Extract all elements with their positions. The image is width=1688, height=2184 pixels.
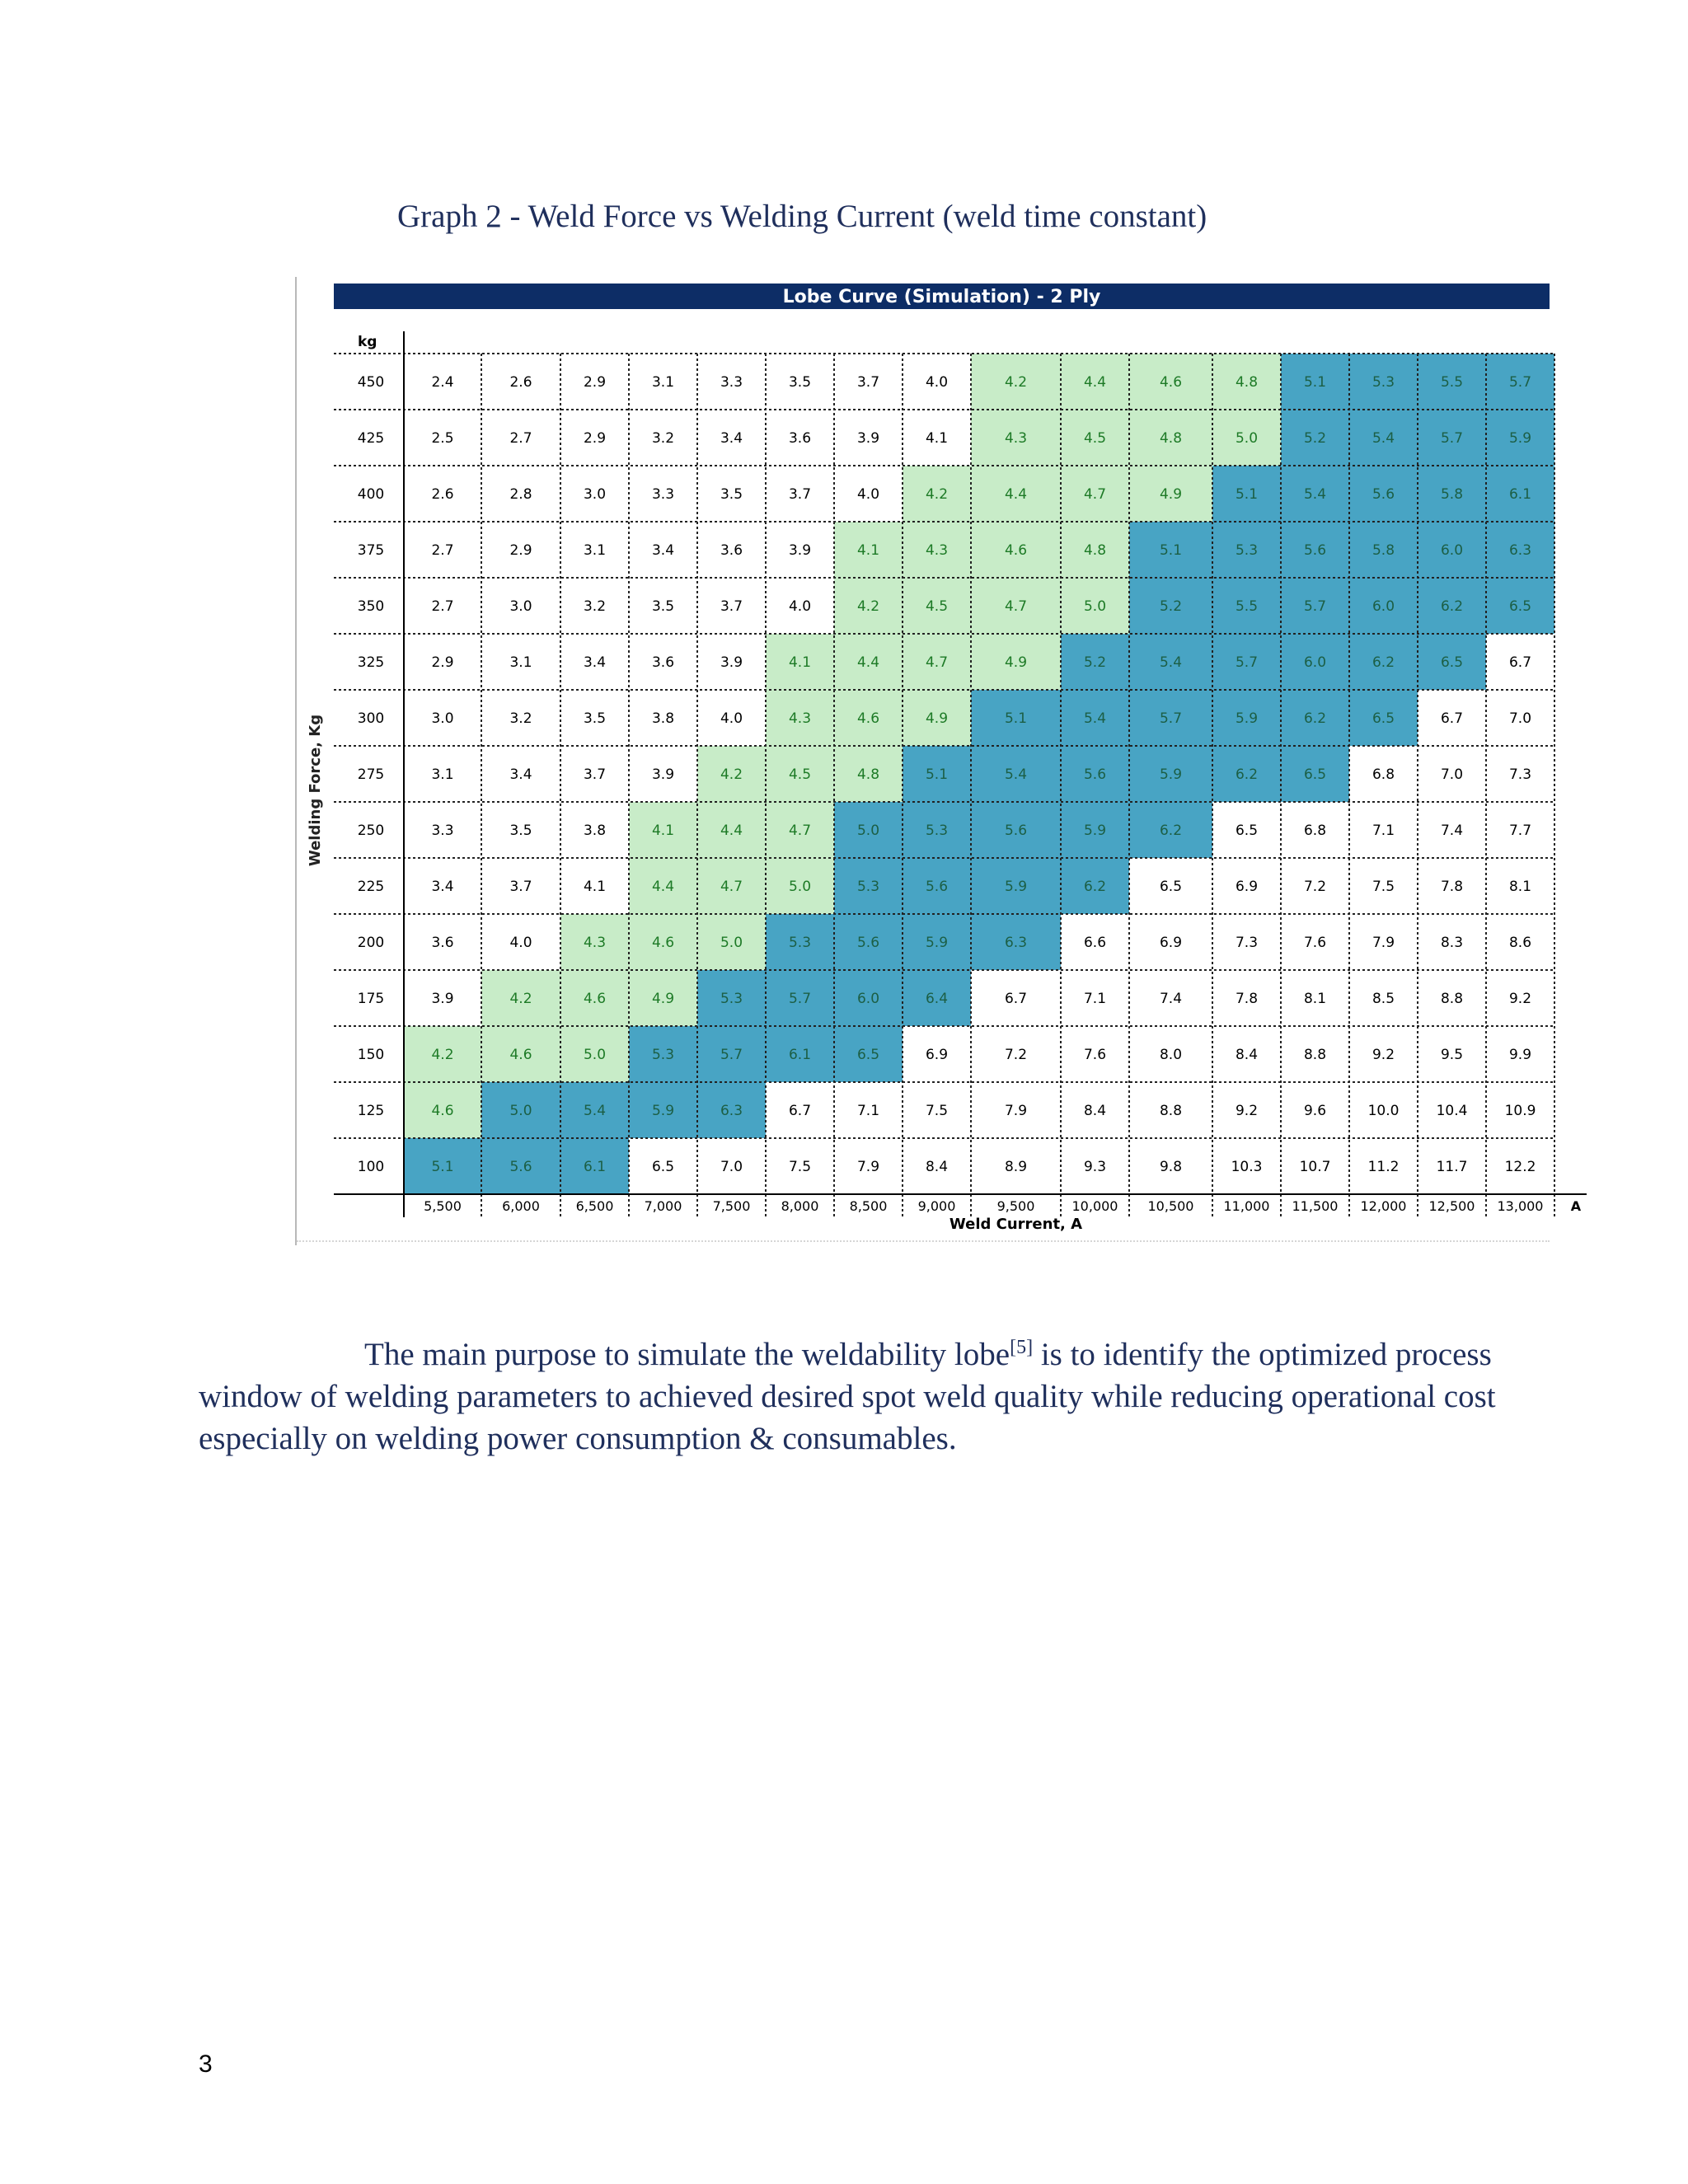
cell-value: 3.4 [431,879,454,895]
cell-value: 8.1 [1303,991,1327,1007]
cell-value: 5.7 [1440,430,1464,447]
cell-value: 8.4 [1235,1047,1259,1063]
x-tick-label: 10,000 [1071,1198,1118,1214]
page-number: 3 [199,2050,213,2078]
cell-value: 4.1 [788,654,812,671]
cell-value: 7.2 [1004,1047,1028,1063]
cell-value: 4.8 [1159,430,1183,447]
cell-value: 3.2 [583,598,607,615]
cell-value: 4.0 [788,598,812,615]
cell-value: 5.3 [720,991,743,1007]
cell-value: 4.5 [1083,430,1107,447]
cell-value: 6.5 [1235,823,1259,839]
cell-value: 3.1 [583,542,607,559]
cell-value: 4.9 [651,991,675,1007]
y-axis-label: Welding Force, Kg [307,714,324,867]
cell-value: 4.1 [651,823,675,839]
cell-value: 4.7 [925,654,949,671]
cell-value: 6.5 [1303,766,1327,783]
y-tick-label: 175 [357,991,385,1007]
cell-value: 4.7 [788,823,812,839]
cell-value: 5.9 [1508,430,1532,447]
cell-value: 5.3 [856,879,880,895]
cell-value: 5.4 [1303,486,1327,503]
cell-value: 6.8 [1372,766,1395,783]
cell-value: 3.9 [431,991,454,1007]
cell-value: 11.2 [1367,1159,1400,1175]
cell-value: 9.3 [1083,1159,1107,1175]
cell-value: 2.9 [509,542,532,559]
cell-value: 5.6 [1303,542,1327,559]
cell-value: 6.0 [1440,542,1464,559]
cell-value: 9.5 [1440,1047,1464,1063]
cell-value: 2.5 [431,430,454,447]
cell-value: 3.1 [509,654,532,671]
cell-value: 4.6 [856,710,880,727]
x-axis-unit: A [1570,1198,1582,1214]
cell-value: 4.2 [856,598,880,615]
y-tick-label: 200 [357,935,385,951]
cell-value: 7.1 [1083,991,1107,1007]
cell-value: 3.7 [788,486,812,503]
cell-value: 4.6 [509,1047,532,1063]
cell-value: 6.7 [788,1103,812,1119]
x-tick-label: 6,000 [502,1198,540,1214]
cell-value: 6.9 [1235,879,1259,895]
cell-value: 3.6 [720,542,743,559]
cell-value: 5.7 [1235,654,1259,671]
cell-value: 3.8 [583,823,607,839]
cell-value: 2.7 [509,430,532,447]
cell-value: 4.1 [856,542,880,559]
y-axis-unit: kg [358,334,377,350]
cell-value: 5.2 [1303,430,1327,447]
cell-value: 4.0 [925,374,949,391]
cell-value: 5.4 [1372,430,1395,447]
cell-value: 2.8 [509,486,532,503]
x-tick-label: 8,500 [849,1198,888,1214]
cell-value: 5.0 [1083,598,1107,615]
cell-value: 6.5 [1440,654,1464,671]
cell-value: 3.7 [509,879,532,895]
cell-value: 4.2 [509,991,532,1007]
cell-value: 2.7 [431,598,454,615]
cell-value: 3.7 [583,766,607,783]
cell-value: 4.2 [720,766,743,783]
cell-value: 2.9 [583,430,607,447]
cell-value: 3.1 [431,766,454,783]
cell-value: 6.2 [1159,823,1183,839]
cell-value: 6.7 [1508,654,1532,671]
cell-value: 3.0 [431,710,454,727]
paragraph-text-end: is to identify the optimized process window of welding parameters to achieved desired spot weld quality while reducing operational cost especially on welding power consumption & consumables. [199,1337,1496,1456]
cell-value: 7.6 [1303,935,1327,951]
cell-value: 6.5 [651,1159,675,1175]
cell-value: 4.2 [1004,374,1028,391]
cell-value: 3.7 [720,598,743,615]
cell-value: 4.3 [583,935,607,951]
cell-value: 4.2 [431,1047,454,1063]
cell-value: 4.9 [1159,486,1183,503]
cell-value: 8.8 [1159,1103,1183,1119]
cell-value: 7.0 [720,1159,743,1175]
cell-value: 4.5 [925,598,949,615]
y-tick-label: 425 [357,430,385,447]
cell-value: 4.4 [720,823,743,839]
cell-value: 6.8 [1303,823,1327,839]
cell-value: 7.7 [1508,823,1532,839]
cell-value: 6.1 [788,1047,812,1063]
cell-value: 4.0 [720,710,743,727]
cell-value: 2.6 [509,374,532,391]
cell-value: 6.7 [1440,710,1464,727]
cell-value: 2.4 [431,374,454,391]
cell-value: 7.5 [788,1159,812,1175]
cell-value: 3.5 [788,374,812,391]
cell-value: 3.5 [720,486,743,503]
cell-value: 10.4 [1436,1103,1468,1119]
cell-value: 9.2 [1372,1047,1395,1063]
cell-value: 4.3 [788,710,812,727]
cell-value: 4.8 [1235,374,1259,391]
y-tick-label: 350 [357,598,385,615]
cell-value: 3.5 [651,598,675,615]
cell-value: 7.9 [1004,1103,1028,1119]
x-axis-label: Weld Current, A [949,1216,1083,1233]
cell-value: 3.4 [651,542,675,559]
cell-value: 5.5 [1235,598,1259,615]
cell-value: 2.9 [431,654,454,671]
cell-value: 3.3 [431,823,454,839]
cell-value: 5.6 [1004,823,1028,839]
cell-value: 12.2 [1504,1159,1536,1175]
cell-value: 3.4 [509,766,532,783]
x-tick-label: 13,000 [1497,1198,1544,1214]
cell-value: 8.6 [1508,935,1532,951]
cell-value: 4.0 [856,486,880,503]
cell-value: 10.0 [1367,1103,1400,1119]
cell-value: 3.1 [651,374,675,391]
cell-value: 3.3 [651,486,675,503]
cell-value: 6.5 [1372,710,1395,727]
cell-value: 10.9 [1504,1103,1536,1119]
cell-value: 8.4 [925,1159,949,1175]
cell-value: 6.5 [1159,879,1183,895]
cell-value: 7.3 [1235,935,1259,951]
cell-value: 10.3 [1231,1159,1263,1175]
cell-value: 7.4 [1440,823,1464,839]
x-tick-label: 8,000 [781,1198,819,1214]
cell-value: 8.9 [1004,1159,1028,1175]
cell-value: 4.4 [856,654,880,671]
cell-value: 5.2 [1159,598,1183,615]
cell-value: 5.9 [1159,766,1183,783]
cell-value: 7.8 [1235,991,1259,1007]
cell-value: 3.3 [720,374,743,391]
cell-value: 5.1 [1159,542,1183,559]
cell-value: 3.6 [788,430,812,447]
cell-value: 4.3 [1004,430,1028,447]
y-tick-label: 400 [357,486,385,503]
cell-value: 10.7 [1299,1159,1331,1175]
paragraph-text-start: The main purpose to simulate the weldability lobe [364,1337,1010,1372]
cell-value: 7.1 [856,1103,880,1119]
cell-value: 6.3 [720,1103,743,1119]
y-tick-label: 300 [357,710,385,727]
cell-value: 5.4 [1159,654,1183,671]
cell-value: 6.5 [1508,598,1532,615]
x-tick-label: 9,500 [996,1198,1035,1214]
cell-value: 5.7 [788,991,812,1007]
x-tick-label: 9,000 [917,1198,956,1214]
cell-value: 7.9 [1372,935,1395,951]
cell-value: 6.1 [583,1159,607,1175]
cell-value: 4.6 [1159,374,1183,391]
cell-value: 5.3 [1235,542,1259,559]
cell-value: 8.3 [1440,935,1464,951]
cell-value: 8.4 [1083,1103,1107,1119]
cell-value: 2.6 [431,486,454,503]
cell-value: 7.1 [1372,823,1395,839]
cell-value: 5.4 [1083,710,1107,727]
y-tick-label: 275 [357,766,385,783]
cell-value: 3.9 [651,766,675,783]
cell-value: 4.5 [788,766,812,783]
x-tick-label: 12,000 [1360,1198,1407,1214]
cell-value: 4.9 [1004,654,1028,671]
cell-value: 5.7 [720,1047,743,1063]
y-tick-label: 225 [357,879,385,895]
cell-value: 5.9 [1083,823,1107,839]
cell-value: 6.2 [1303,710,1327,727]
y-tick-label: 375 [357,542,385,559]
cell-value: 3.0 [583,486,607,503]
x-tick-label: 12,500 [1428,1198,1475,1214]
cell-value: 5.7 [1159,710,1183,727]
cell-value: 7.8 [1440,879,1464,895]
cell-value: 4.6 [651,935,675,951]
cell-value: 5.0 [509,1103,532,1119]
cell-value: 3.8 [651,710,675,727]
cell-value: 4.4 [651,879,675,895]
cell-value: 9.6 [1303,1103,1327,1119]
cell-value: 5.6 [1083,766,1107,783]
x-tick-label: 7,500 [712,1198,751,1214]
cell-value: 4.2 [925,486,949,503]
figure-caption: Graph 2 - Weld Force vs Welding Current (weld time constant) [397,199,1207,234]
cell-value: 3.6 [651,654,675,671]
cell-value: 4.4 [1004,486,1028,503]
cell-value: 4.8 [1083,542,1107,559]
cell-value: 6.4 [925,991,949,1007]
x-tick-label: 11,000 [1223,1198,1270,1214]
cell-value: 6.7 [1004,991,1028,1007]
cell-value: 3.4 [583,654,607,671]
cell-value: 6.0 [856,991,880,1007]
cell-value: 4.7 [1083,486,1107,503]
y-tick-label: 450 [357,374,385,391]
cell-value: 7.4 [1159,991,1183,1007]
cell-value: 9.9 [1508,1047,1532,1063]
cell-value: 5.2 [1083,654,1107,671]
chart-title: Lobe Curve (Simulation) - 2 Ply [782,287,1101,307]
x-tick-label: 6,500 [575,1198,614,1214]
cell-value: 4.4 [1083,374,1107,391]
cell-value: 5.9 [1004,879,1028,895]
cell-value: 6.5 [856,1047,880,1063]
cell-value: 5.8 [1372,542,1395,559]
cell-value: 5.6 [509,1159,532,1175]
cell-value: 3.6 [431,935,454,951]
cell-value: 9.2 [1235,1103,1259,1119]
cell-value: 5.9 [1235,710,1259,727]
cell-value: 4.3 [925,542,949,559]
cell-value: 5.0 [856,823,880,839]
cell-value: 11.7 [1436,1159,1468,1175]
cell-value: 4.6 [1004,542,1028,559]
y-tick-label: 150 [357,1047,385,1063]
cell-value: 5.3 [651,1047,675,1063]
x-tick-label: 10,500 [1147,1198,1194,1214]
cell-value: 4.6 [431,1103,454,1119]
y-tick-label: 250 [357,823,385,839]
cell-value: 5.7 [1303,598,1327,615]
cell-value: 3.2 [651,430,675,447]
x-tick-label: 5,500 [424,1198,462,1214]
cell-value: 7.6 [1083,1047,1107,1063]
cell-value: 5.7 [1508,374,1532,391]
cell-value: 5.4 [1004,766,1028,783]
cell-value: 4.8 [856,766,880,783]
cell-value: 6.2 [1372,654,1395,671]
y-tick-label: 325 [357,654,385,671]
cell-value: 4.7 [720,879,743,895]
cell-value: 7.3 [1508,766,1532,783]
cell-value: 7.2 [1303,879,1327,895]
cell-value: 4.0 [509,935,532,951]
cell-value: 6.9 [1159,935,1183,951]
cell-value: 8.8 [1440,991,1464,1007]
cell-value: 5.6 [856,935,880,951]
cell-value: 5.1 [431,1159,454,1175]
cell-value: 3.9 [788,542,812,559]
cell-value: 8.8 [1303,1047,1327,1063]
cell-value: 6.0 [1372,598,1395,615]
cell-value: 5.3 [1372,374,1395,391]
cell-value: 4.9 [925,710,949,727]
cell-value: 3.0 [509,598,532,615]
cell-value: 6.2 [1083,879,1107,895]
cell-value: 5.1 [1235,486,1259,503]
cell-value: 7.0 [1508,710,1532,727]
cell-value: 8.1 [1508,879,1532,895]
cell-value: 4.1 [583,879,607,895]
cell-value: 3.9 [856,430,880,447]
x-tick-label: 7,000 [644,1198,682,1214]
cell-value: 5.4 [583,1103,607,1119]
cell-value: 7.0 [1440,766,1464,783]
cell-value: 7.9 [856,1159,880,1175]
cell-value: 3.7 [856,374,880,391]
cell-value: 3.5 [509,823,532,839]
cell-value: 5.6 [925,879,949,895]
cell-value: 6.0 [1303,654,1327,671]
cell-value: 8.5 [1372,991,1395,1007]
cell-value: 6.3 [1004,935,1028,951]
cell-value: 4.6 [583,991,607,1007]
cell-value: 5.1 [925,766,949,783]
cell-value: 6.2 [1440,598,1464,615]
cell-value: 3.5 [583,710,607,727]
cell-value: 6.9 [925,1047,949,1063]
cell-value: 4.1 [925,430,949,447]
cell-value: 7.5 [925,1103,949,1119]
cell-value: 8.0 [1159,1047,1183,1063]
cell-value: 9.8 [1159,1159,1183,1175]
y-tick-label: 100 [357,1159,385,1175]
x-tick-label: 11,500 [1292,1198,1339,1214]
cell-value: 6.3 [1508,542,1532,559]
cell-value: 5.5 [1440,374,1464,391]
cell-value: 2.9 [583,374,607,391]
cell-value: 5.8 [1440,486,1464,503]
cell-value: 2.7 [431,542,454,559]
cell-value: 5.0 [1235,430,1259,447]
cell-value: 6.6 [1083,935,1107,951]
lobe-curve-chart [297,277,1599,1241]
y-tick-label: 125 [357,1103,385,1119]
body-paragraph [199,1333,1501,1460]
cell-value: 5.3 [788,935,812,951]
cell-value: 5.0 [583,1047,607,1063]
cell-value: 5.3 [925,823,949,839]
cell-value: 3.2 [509,710,532,727]
cell-value: 6.1 [1508,486,1532,503]
cell-value: 5.9 [925,935,949,951]
cell-value: 5.6 [1372,486,1395,503]
cell-value: 3.4 [720,430,743,447]
cell-value: 3.9 [720,654,743,671]
cell-value: 4.7 [1004,598,1028,615]
cell-value: 5.1 [1004,710,1028,727]
reference-superscript: [5] [1010,1337,1034,1358]
cell-value: 6.2 [1235,766,1259,783]
cell-value: 5.0 [720,935,743,951]
cell-value: 5.0 [788,879,812,895]
cell-value: 5.9 [651,1103,675,1119]
cell-value: 7.5 [1372,879,1395,895]
cell-value: 5.1 [1303,374,1327,391]
cell-value: 9.2 [1508,991,1532,1007]
